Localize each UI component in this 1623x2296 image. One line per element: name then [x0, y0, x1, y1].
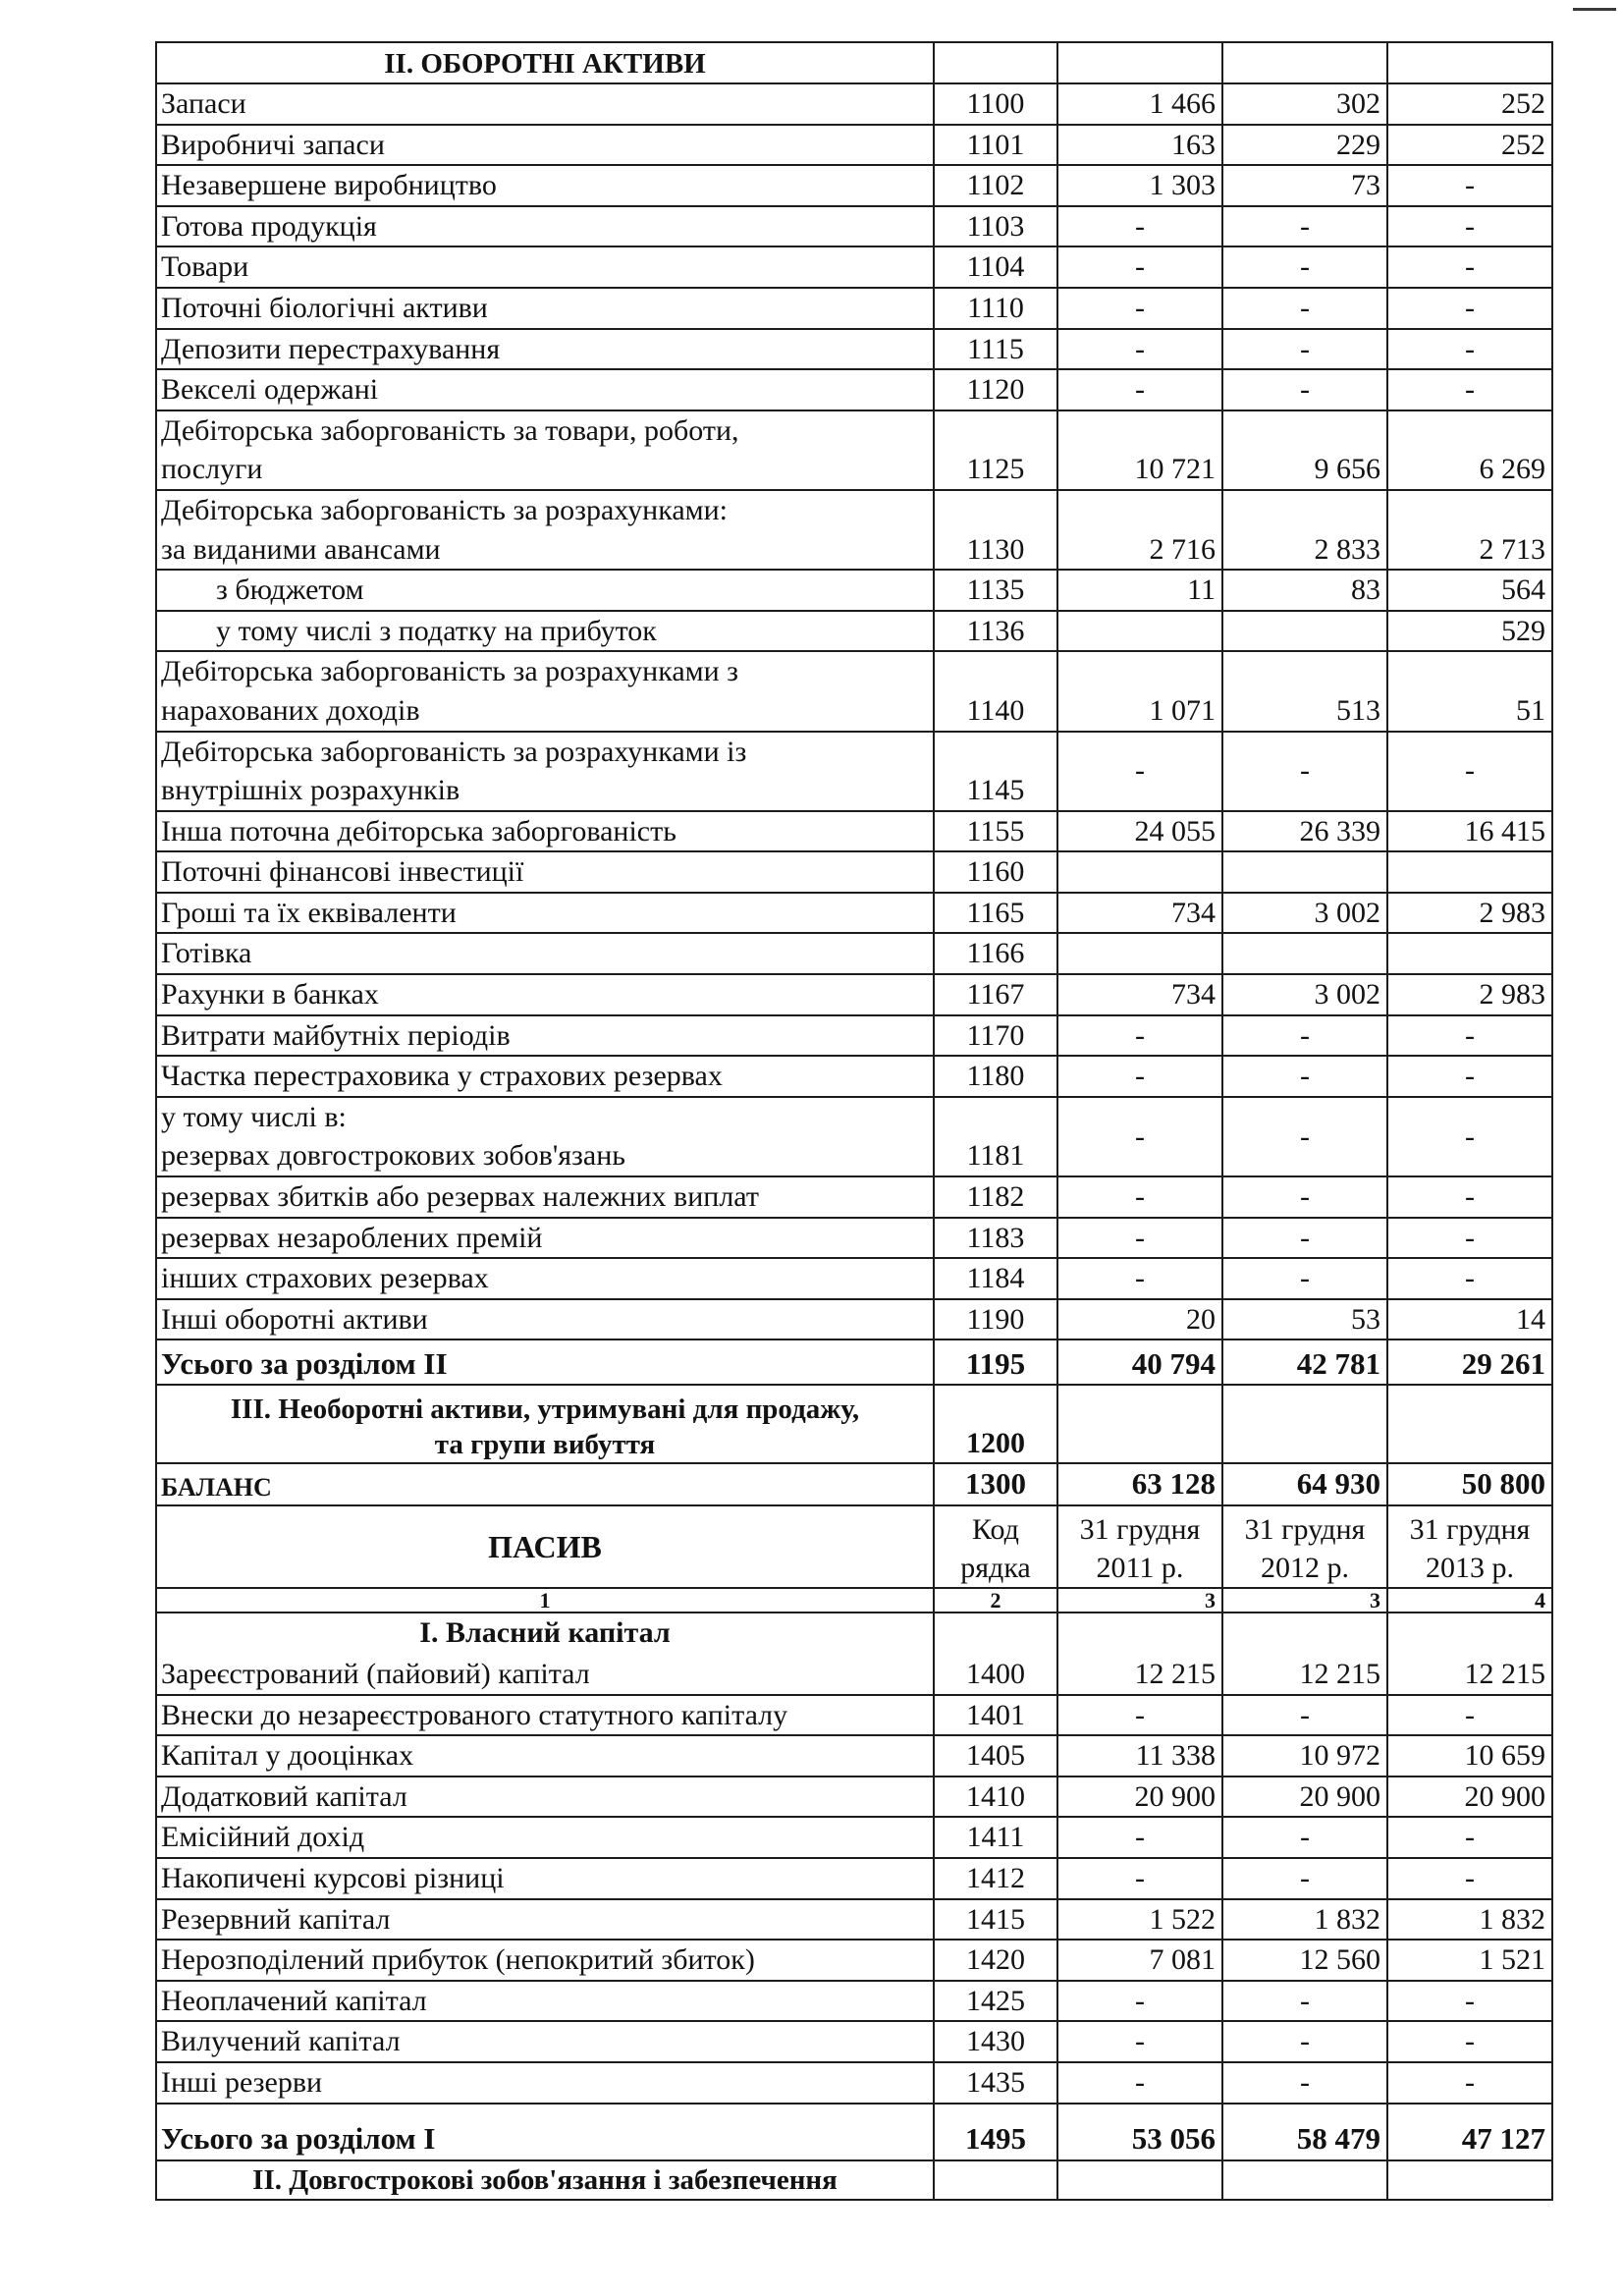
value-2013: 529 — [1387, 611, 1552, 652]
value-2012: - — [1222, 1981, 1387, 2022]
row-name-line1: Дебіторська заборгованість за розрахунками: — [161, 493, 729, 526]
row-code: 1430 — [934, 2021, 1057, 2062]
row-name — [156, 732, 934, 811]
value-2013: - — [1387, 288, 1552, 329]
row-code: 1166 — [934, 933, 1057, 974]
value-2012: 1 832 — [1222, 1899, 1387, 1941]
value-2012: 20 900 — [1222, 1777, 1387, 1818]
row-code: 1130 — [934, 490, 1057, 570]
table-row — [156, 651, 1552, 731]
value-2013: 6 269 — [1387, 410, 1552, 490]
empty-cell — [934, 1613, 1057, 1654]
table-row — [156, 246, 1552, 288]
value-2012: 12 215 — [1222, 1654, 1387, 1695]
row-code: 1136 — [934, 611, 1057, 652]
value-2012: - — [1222, 1218, 1387, 1259]
value-2012: - — [1222, 732, 1387, 811]
row-name: Внески до незареєстрованого статутного капіталу — [156, 1695, 934, 1736]
value-2013: - — [1387, 1695, 1552, 1736]
value-2012: 513 — [1222, 651, 1387, 731]
row-code: 1425 — [934, 1981, 1057, 2022]
liabilities-header-row — [156, 1505, 1552, 1588]
value-2012: - — [1222, 246, 1387, 288]
value-2011: 163 — [1057, 125, 1222, 166]
value-2013: - — [1387, 1176, 1552, 1218]
value-2011: 24 055 — [1057, 811, 1222, 852]
row-name: з бюджетом — [156, 570, 934, 611]
equity-section — [156, 1613, 1552, 2103]
value-2013: - — [1387, 1258, 1552, 1299]
value-2011: - — [1057, 1015, 1222, 1057]
value-2011: 734 — [1057, 974, 1222, 1015]
value-2013: 51 — [1387, 651, 1552, 731]
value-2012 — [1222, 851, 1387, 893]
row-name: Виробничі запаси — [156, 125, 934, 166]
table-row — [156, 1695, 1552, 1736]
row-name: у тому числі з податку на прибуток — [156, 611, 934, 652]
row-code: 1165 — [934, 893, 1057, 934]
column-header-2012: 31 грудня 2012 р. — [1222, 1505, 1387, 1588]
balance-sheet-table — [155, 41, 1553, 2201]
value-2012: - — [1222, 329, 1387, 370]
value-2013: 16 415 — [1387, 811, 1552, 852]
value-2012: 229 — [1222, 125, 1387, 166]
total-row — [156, 2104, 1552, 2160]
empty-cell — [1222, 1613, 1387, 1654]
value-2011: 20 — [1057, 1299, 1222, 1340]
value-2011: - — [1057, 369, 1222, 410]
row-name: Резервний капітал — [156, 1899, 934, 1941]
row-name: Рахунки в банках — [156, 974, 934, 1015]
table-row — [156, 1735, 1552, 1777]
table-row — [156, 329, 1552, 370]
value-2013: - — [1387, 1858, 1552, 1899]
table-row — [156, 1777, 1552, 1818]
value-2012: - — [1222, 1097, 1387, 1176]
row-name-line2: резервах довгострокових зобов'язань — [161, 1139, 625, 1173]
row-name: Усього за розділом I — [156, 2104, 934, 2160]
column-header-2013: 31 грудня 2013 р. — [1387, 1505, 1552, 1588]
row-name: Гроші та їх еквіваленти — [156, 893, 934, 934]
value-2011: - — [1057, 732, 1222, 811]
value-2011: - — [1057, 1695, 1222, 1736]
table-row — [156, 570, 1552, 611]
value-2012: - — [1222, 206, 1387, 247]
column-number: 3 — [1057, 1588, 1222, 1613]
value-2011: 20 900 — [1057, 1777, 1222, 1818]
row-name: Частка перестраховика у страхових резервах — [156, 1056, 934, 1097]
value-2011: 7 081 — [1057, 1940, 1222, 1981]
value-2012: 64 930 — [1222, 1463, 1387, 1505]
row-name-line1: Дебіторська заборгованість за товари, роботи, — [161, 413, 739, 447]
value-2013: 29 261 — [1387, 1339, 1552, 1385]
table-row — [156, 851, 1552, 893]
row-code: 1110 — [934, 288, 1057, 329]
value-2013: 10 659 — [1387, 1735, 1552, 1777]
row-name: Капітал у дооцінках — [156, 1735, 934, 1777]
value-2012: 2 833 — [1222, 490, 1387, 570]
row-code: 1180 — [934, 1056, 1057, 1097]
table-row — [156, 611, 1552, 652]
value-2013: 47 127 — [1387, 2104, 1552, 2160]
value-2012: 3 002 — [1222, 893, 1387, 934]
value-2012: 302 — [1222, 83, 1387, 125]
table-row — [156, 1299, 1552, 1340]
value-2011 — [1057, 933, 1222, 974]
value-2012: - — [1222, 2021, 1387, 2062]
row-code: 1170 — [934, 1015, 1057, 1057]
row-name — [156, 651, 934, 731]
row-name-line1: Дебіторська заборгованість за розрахунками з — [161, 655, 739, 688]
row-code: 1200 — [934, 1385, 1057, 1463]
equity-total — [156, 2104, 1552, 2200]
liabilities-title: ПАСИВ — [156, 1505, 934, 1588]
table-row — [156, 1218, 1552, 1259]
value-2011: 2 716 — [1057, 490, 1222, 570]
held-for-sale-line1: III. Необоротні активи, утримувані для продажу, — [230, 1393, 860, 1425]
table-row — [156, 1015, 1552, 1057]
row-code: 1411 — [934, 1817, 1057, 1858]
value-2013: 564 — [1387, 570, 1552, 611]
table-row — [156, 288, 1552, 329]
table-row — [156, 369, 1552, 410]
row-code: 1155 — [934, 811, 1057, 852]
value-2011: - — [1057, 2021, 1222, 2062]
table-row — [156, 1817, 1552, 1858]
row-name — [156, 1097, 934, 1176]
row-name: Витрати майбутніх періодів — [156, 1015, 934, 1057]
value-2012: 73 — [1222, 165, 1387, 206]
value-2011: - — [1057, 329, 1222, 370]
row-name: Усього за розділом II — [156, 1339, 934, 1385]
value-2011: 1 071 — [1057, 651, 1222, 731]
row-name: Поточні біологічні активи — [156, 288, 934, 329]
value-2013: 252 — [1387, 83, 1552, 125]
value-2012: 26 339 — [1222, 811, 1387, 852]
row-name: Готова продукція — [156, 206, 934, 247]
row-name-line2: послуги — [161, 453, 263, 486]
value-2011: - — [1057, 1097, 1222, 1176]
long-term-section-title: II. Довгострокові зобов'язання і забезпечення — [156, 2160, 934, 2200]
value-2013: - — [1387, 165, 1552, 206]
value-2011: - — [1057, 206, 1222, 247]
column-number: 4 — [1387, 1588, 1552, 1613]
value-2011: - — [1057, 1817, 1222, 1858]
row-code: 1125 — [934, 410, 1057, 490]
row-code: 1102 — [934, 165, 1057, 206]
row-name-line2: внутрішніх розрахунків — [161, 774, 460, 807]
table-row — [156, 1899, 1552, 1941]
held-for-sale-row — [156, 1385, 1552, 1463]
value-2012: - — [1222, 1695, 1387, 1736]
row-name-line1: Дебіторська заборгованість за розрахунками із — [161, 735, 747, 768]
value-2011: - — [1057, 1981, 1222, 2022]
row-name: резервах збитків або резервах належних виплат — [156, 1176, 934, 1218]
value-2012: 83 — [1222, 570, 1387, 611]
row-name: Емісійний дохід — [156, 1817, 934, 1858]
row-code: 1435 — [934, 2062, 1057, 2104]
value-2013: - — [1387, 2062, 1552, 2104]
value-2011: 40 794 — [1057, 1339, 1222, 1385]
row-code: 1495 — [934, 2104, 1057, 2160]
section-header-row — [156, 1613, 1552, 1654]
row-name: Вилучений капітал — [156, 2021, 934, 2062]
value-2013: - — [1387, 1097, 1552, 1176]
total-row — [156, 1339, 1552, 1385]
table-row — [156, 1097, 1552, 1176]
row-name: інших страхових резервах — [156, 1258, 934, 1299]
table-row — [156, 206, 1552, 247]
row-code: 1190 — [934, 1299, 1057, 1340]
row-code: 1182 — [934, 1176, 1057, 1218]
value-2012: - — [1222, 1858, 1387, 1899]
value-2011: 11 338 — [1057, 1735, 1222, 1777]
value-2013: 14 — [1387, 1299, 1552, 1340]
value-2013: - — [1387, 1817, 1552, 1858]
row-name: Незавершене виробництво — [156, 165, 934, 206]
value-2012: - — [1222, 288, 1387, 329]
table-row — [156, 2021, 1552, 2062]
value-2011 — [1057, 851, 1222, 893]
row-name: Накопичені курсові різниці — [156, 1858, 934, 1899]
table-row — [156, 2062, 1552, 2104]
value-2011: 10 721 — [1057, 410, 1222, 490]
code-column-header: Код рядка — [934, 1505, 1057, 1588]
column-header-2011: 31 грудня 2011 р. — [1057, 1505, 1222, 1588]
value-2013: - — [1387, 1981, 1552, 2022]
row-code: 1420 — [934, 1940, 1057, 1981]
value-2013: 252 — [1387, 125, 1552, 166]
section-header-row — [156, 42, 1552, 83]
column-number: 1 — [156, 1588, 934, 1613]
value-2013: 20 900 — [1387, 1777, 1552, 1818]
value-2011: 53 056 — [1057, 2104, 1222, 2160]
value-2012: - — [1222, 1258, 1387, 1299]
table-row — [156, 490, 1552, 570]
value-2012: 58 479 — [1222, 2104, 1387, 2160]
empty-cell — [1057, 1613, 1222, 1654]
value-2011: 1 466 — [1057, 83, 1222, 125]
row-name-line1: у тому числі в: — [161, 1100, 347, 1133]
value-2011: - — [1057, 2062, 1222, 2104]
row-name: Запаси — [156, 83, 934, 125]
row-code: 1115 — [934, 329, 1057, 370]
value-2012: - — [1222, 1056, 1387, 1097]
table-row — [156, 933, 1552, 974]
value-2011: 1 522 — [1057, 1899, 1222, 1941]
value-2012 — [1222, 611, 1387, 652]
row-code: 1300 — [934, 1463, 1057, 1505]
row-name: Зареєстрований (пайовий) капітал — [156, 1654, 934, 1695]
table-row — [156, 1858, 1552, 1899]
row-code: 1145 — [934, 732, 1057, 811]
value-2012: 9 656 — [1222, 410, 1387, 490]
row-name — [156, 410, 934, 490]
table-row — [156, 165, 1552, 206]
value-2011: 11 — [1057, 570, 1222, 611]
row-code: 1100 — [934, 83, 1057, 125]
value-2013: 2 983 — [1387, 893, 1552, 934]
table-row — [156, 1056, 1552, 1097]
value-2012: 3 002 — [1222, 974, 1387, 1015]
value-2011: 734 — [1057, 893, 1222, 934]
row-name-line2: нарахованих доходів — [161, 693, 420, 727]
current-assets-total — [156, 1339, 1552, 1613]
row-code: 1405 — [934, 1735, 1057, 1777]
table-row — [156, 811, 1552, 852]
table-row — [156, 83, 1552, 125]
row-code: 1195 — [934, 1339, 1057, 1385]
value-2013: 1 832 — [1387, 1899, 1552, 1941]
table-row — [156, 410, 1552, 490]
row-name: Інша поточна дебіторська заборгованість — [156, 811, 934, 852]
row-code: 1135 — [934, 570, 1057, 611]
row-code: 1120 — [934, 369, 1057, 410]
row-code: 1400 — [934, 1654, 1057, 1695]
value-2013: - — [1387, 246, 1552, 288]
value-2013: - — [1387, 2021, 1552, 2062]
row-code: 1184 — [934, 1258, 1057, 1299]
value-2013: 12 215 — [1387, 1654, 1552, 1695]
long-term-section-row — [156, 2160, 1552, 2200]
value-2011: 63 128 — [1057, 1463, 1222, 1505]
table-row — [156, 1176, 1552, 1218]
value-2012 — [1222, 933, 1387, 974]
value-2012: - — [1222, 1015, 1387, 1057]
value-2013: - — [1387, 329, 1552, 370]
value-2012: - — [1222, 2062, 1387, 2104]
row-code: 1104 — [934, 246, 1057, 288]
equity-section-title: I. Власний капітал — [156, 1613, 934, 1654]
row-code: 1181 — [934, 1097, 1057, 1176]
table-row — [156, 125, 1552, 166]
row-name: Додатковий капітал — [156, 1777, 934, 1818]
table-row — [156, 1981, 1552, 2022]
row-code: 1410 — [934, 1777, 1057, 1818]
row-name: Неоплачений капітал — [156, 1981, 934, 2022]
value-2011: - — [1057, 1218, 1222, 1259]
value-2013: 2 713 — [1387, 490, 1552, 570]
row-code: 1140 — [934, 651, 1057, 731]
value-2011: - — [1057, 1258, 1222, 1299]
value-2013: - — [1387, 1218, 1552, 1259]
value-2011: - — [1057, 246, 1222, 288]
table-row — [156, 974, 1552, 1015]
value-2013 — [1387, 851, 1552, 893]
value-2011: - — [1057, 1858, 1222, 1899]
row-code: 1415 — [934, 1899, 1057, 1941]
table-row — [156, 893, 1552, 934]
balance-row — [156, 1463, 1552, 1505]
column-number: 3 — [1222, 1588, 1387, 1613]
value-2012: - — [1222, 369, 1387, 410]
value-2013: - — [1387, 1056, 1552, 1097]
empty-cell — [1387, 1613, 1552, 1654]
value-2011 — [1057, 611, 1222, 652]
current-assets-title: II. ОБОРОТНІ АКТИВИ — [156, 42, 934, 83]
value-2011: 1 303 — [1057, 165, 1222, 206]
row-code: 1412 — [934, 1858, 1057, 1899]
held-for-sale-title — [156, 1385, 934, 1463]
value-2013 — [1387, 933, 1552, 974]
row-code: 1167 — [934, 974, 1057, 1015]
held-for-sale-line2: та групи вибуття — [434, 1429, 656, 1461]
value-2011: - — [1057, 1176, 1222, 1218]
column-number-row — [156, 1588, 1552, 1613]
row-name-line2: за виданими авансами — [161, 532, 441, 566]
value-2012: - — [1222, 1817, 1387, 1858]
value-2012: 53 — [1222, 1299, 1387, 1340]
row-code: 1101 — [934, 125, 1057, 166]
row-code: 1183 — [934, 1218, 1057, 1259]
table-row — [156, 1654, 1552, 1695]
row-name: Нерозподілений прибуток (непокритий збиток) — [156, 1940, 934, 1981]
row-name: Товари — [156, 246, 934, 288]
value-2013: - — [1387, 206, 1552, 247]
value-2012: 12 560 — [1222, 1940, 1387, 1981]
value-2011: - — [1057, 288, 1222, 329]
value-2012: - — [1222, 1176, 1387, 1218]
table-row — [156, 732, 1552, 811]
row-name: Інші резерви — [156, 2062, 934, 2104]
row-name: резервах незароблених премій — [156, 1218, 934, 1259]
row-name: Векселі одержані — [156, 369, 934, 410]
value-2013: 2 983 — [1387, 974, 1552, 1015]
row-name: Інші оборотні активи — [156, 1299, 934, 1340]
page-edge-mark — [1573, 8, 1616, 11]
table-row — [156, 1258, 1552, 1299]
value-2013: 50 800 — [1387, 1463, 1552, 1505]
value-2013: 1 521 — [1387, 1940, 1552, 1981]
value-2013: - — [1387, 369, 1552, 410]
row-name: Поточні фінансові інвестиції — [156, 851, 934, 893]
row-name: БАЛАНС — [156, 1463, 934, 1505]
row-name: Готівка — [156, 933, 934, 974]
value-2013: - — [1387, 1015, 1552, 1057]
value-2011: - — [1057, 1056, 1222, 1097]
row-code: 1160 — [934, 851, 1057, 893]
table-row — [156, 1940, 1552, 1981]
row-name: Депозити перестрахування — [156, 329, 934, 370]
value-2011: 12 215 — [1057, 1654, 1222, 1695]
row-name — [156, 490, 934, 570]
current-assets-section — [156, 42, 1552, 1339]
column-number: 2 — [934, 1588, 1057, 1613]
value-2013: - — [1387, 732, 1552, 811]
value-2012: 42 781 — [1222, 1339, 1387, 1385]
value-2012: 10 972 — [1222, 1735, 1387, 1777]
row-code: 1401 — [934, 1695, 1057, 1736]
row-code: 1103 — [934, 206, 1057, 247]
